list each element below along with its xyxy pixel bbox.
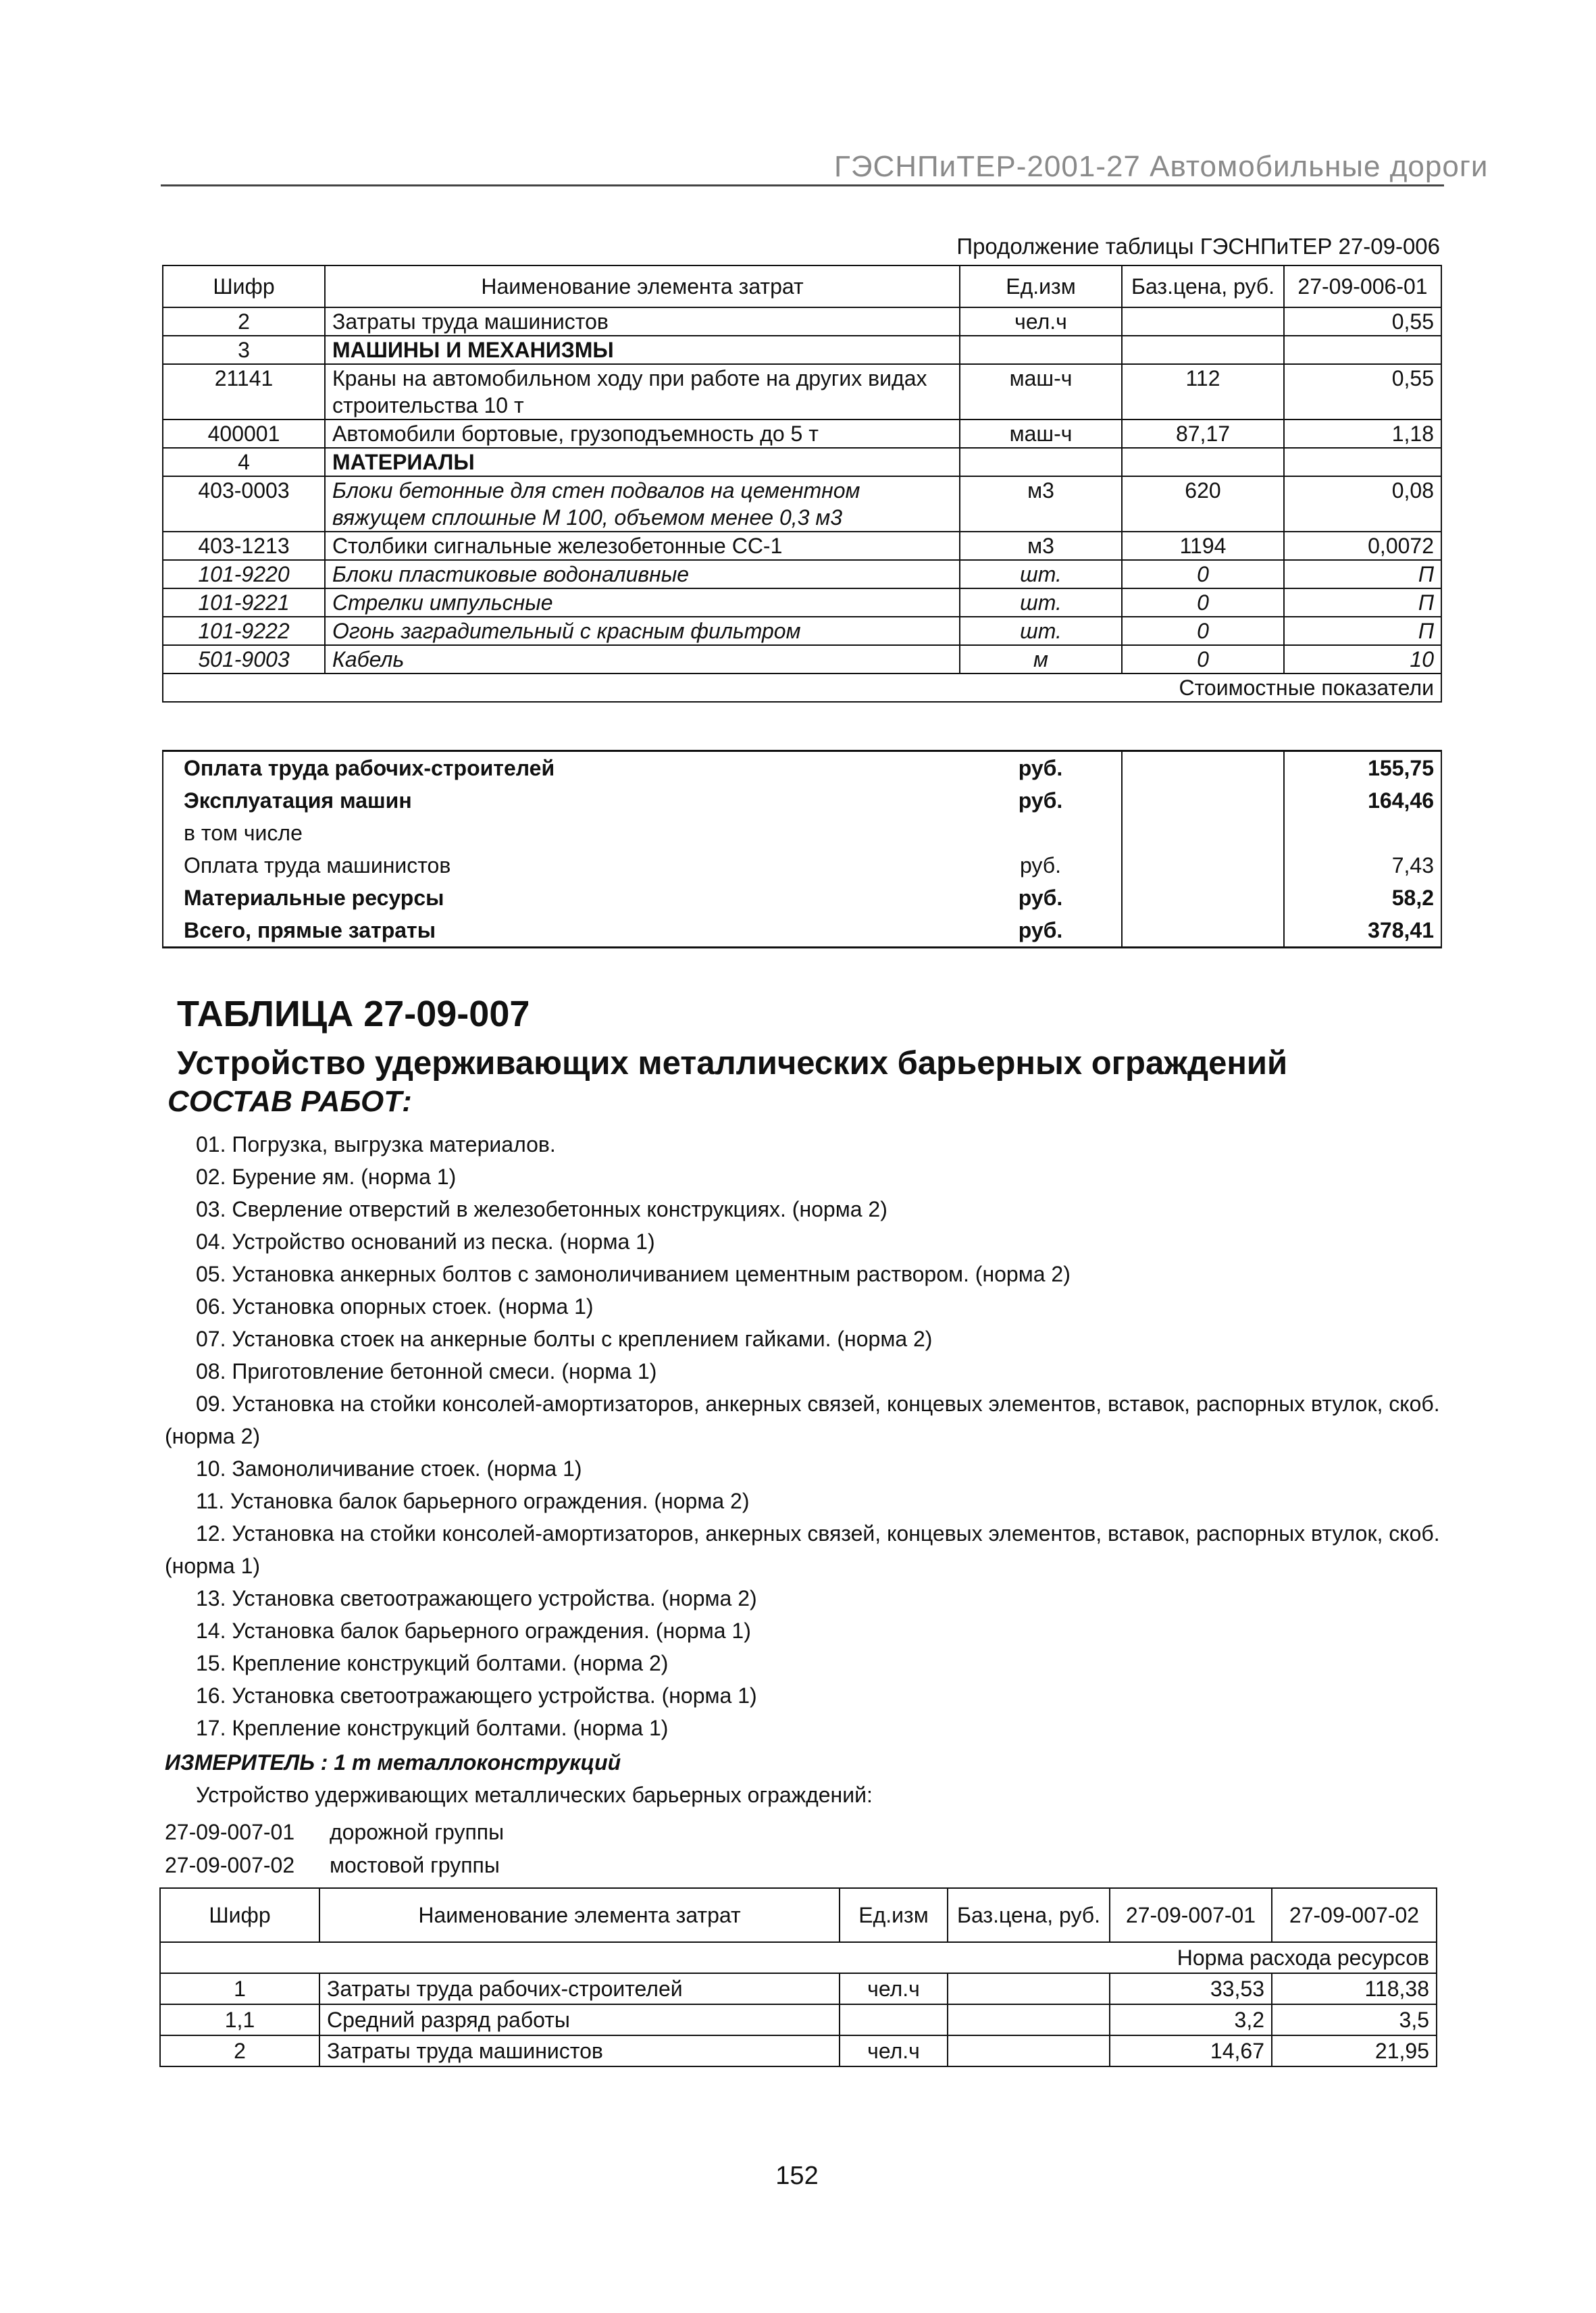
cost-value: 164,46 <box>1284 784 1441 817</box>
list-item: 13. Установка светоотражающего устройства. (норма 2) <box>196 1586 757 1610</box>
measure-unit-label: ИЗМЕРИТЕЛЬ : 1 т металлоконструкций <box>165 1750 621 1775</box>
table-row <box>163 336 1441 364</box>
norm-name: мостовой группы <box>330 1853 500 1877</box>
table-row <box>160 1973 1437 2004</box>
row-value: 0,0072 <box>1284 532 1441 560</box>
table-footer-row <box>163 673 1441 702</box>
row-price: 87,17 <box>1122 420 1284 448</box>
row-value: 14,67 <box>1110 2035 1272 2066</box>
row-name: Автомобили бортовые, грузоподъемность до 5 т <box>325 420 960 448</box>
cost-value: 378,41 <box>1284 914 1441 948</box>
table-subtitle: Устройство удерживающих металлических барьерных ограждений <box>177 1045 1288 1082</box>
list-item: 04. Устройство оснований из песка. (норма 1) <box>196 1229 655 1254</box>
table-continuation-caption: Продолжение таблицы ГЭСНПиТЕР 27-09-006 <box>956 234 1440 259</box>
row-code: 400001 <box>163 420 325 448</box>
row-value: 3,5 <box>1272 2004 1437 2035</box>
norm-label-row <box>160 1942 1437 1973</box>
row-code: 21141 <box>163 364 325 420</box>
row-price: 1194 <box>1122 532 1284 560</box>
norm-label: Норма расхода ресурсов <box>160 1942 1437 1973</box>
list-item: 14. Установка балок барьерного ограждения. (норма 1) <box>196 1619 751 1643</box>
resources-table-27-09-007 <box>159 1887 1437 2067</box>
page-number: 152 <box>775 2162 819 2190</box>
row-value: П <box>1284 617 1441 645</box>
cost-row <box>163 849 1441 882</box>
row-unit: маш-ч <box>960 364 1122 420</box>
list-item: 07. Установка стоек на анкерные болты с креплением гайками. (норма 2) <box>196 1327 933 1351</box>
row-name: МАТЕРИАЛЫ <box>325 448 960 476</box>
list-item: 12. Установка на стойки консолей-амортизаторов, анкерных связей, концевых элементов, вставок, распорных втулок, скоб. (норма 1) <box>165 1521 1440 1578</box>
cost-indicators-label: Стоимостные показатели <box>1122 673 1441 702</box>
row-name: Стрелки импульсные <box>325 588 960 617</box>
norm-code: 27-09-007-02 <box>165 1853 295 1877</box>
row-code: 403-0003 <box>163 476 325 532</box>
row-code: 1,1 <box>160 2004 319 2035</box>
row-code: 501-9003 <box>163 645 325 673</box>
table-row <box>163 448 1441 476</box>
cost-label: Оплата труда рабочих-строителей <box>163 751 960 785</box>
header-norm-column: 27-09-007-01 <box>1110 1888 1272 1942</box>
row-unit <box>840 2004 948 2035</box>
list-item: 11. Установка балок барьерного ограждения. (норма 2) <box>196 1489 750 1513</box>
cost-label: Всего, прямые затраты <box>163 914 960 948</box>
row-unit: чел.ч <box>840 1973 948 2004</box>
header-price: Баз.цена, руб. <box>1122 265 1284 307</box>
row-value: П <box>1284 560 1441 588</box>
work-list <box>165 1128 1489 1744</box>
table-row <box>163 560 1441 588</box>
list-item: 15. Крепление конструкций болтами. (норма 2) <box>196 1651 669 1675</box>
cost-label: Оплата труда машинистов <box>163 849 960 882</box>
row-unit: чел.ч <box>840 2035 948 2066</box>
header-code: Шифр <box>163 265 325 307</box>
row-value: 21,95 <box>1272 2035 1437 2066</box>
header-price: Баз.цена, руб. <box>948 1888 1110 1942</box>
table-row <box>163 420 1441 448</box>
table-row <box>163 645 1441 673</box>
cost-value: 7,43 <box>1284 849 1441 882</box>
row-name: Краны на автомобильном ходу при работе на других видах строительства 10 т <box>325 364 960 420</box>
row-code: 4 <box>163 448 325 476</box>
work-composition-heading: СОСТАВ РАБОТ: <box>168 1085 412 1118</box>
measure-codes <box>165 1816 504 1882</box>
row-price <box>948 2035 1110 2066</box>
row-name: Огонь заградительный с красным фильтром <box>325 617 960 645</box>
row-price <box>948 1973 1110 2004</box>
row-value: 33,53 <box>1110 1973 1272 2004</box>
row-value: 1,18 <box>1284 420 1441 448</box>
list-item: 02. Бурение ям. (норма 1) <box>196 1165 457 1189</box>
table-row <box>163 532 1441 560</box>
list-item: 01. Погрузка, выгрузка материалов. <box>196 1132 556 1156</box>
header-norm-column: 27-09-006-01 <box>1284 265 1441 307</box>
row-price: 112 <box>1122 364 1284 420</box>
row-unit: чел.ч <box>960 307 1122 336</box>
row-price <box>948 2004 1110 2035</box>
header-unit: Ед.изм <box>840 1888 948 1942</box>
cost-row <box>163 817 1441 849</box>
row-code: 1 <box>160 1973 319 2004</box>
cost-label: Эксплуатация машин <box>163 784 960 817</box>
cost-unit: руб. <box>960 784 1122 817</box>
running-header: ГЭСНПиТЕР-2001-27 Автомобильные дороги <box>834 150 1489 183</box>
row-code: 403-1213 <box>163 532 325 560</box>
table-row <box>160 2035 1437 2066</box>
row-value: 0,55 <box>1284 364 1441 420</box>
row-price: 0 <box>1122 617 1284 645</box>
row-code: 101-9222 <box>163 617 325 645</box>
row-value: 0,08 <box>1284 476 1441 532</box>
cost-value: 58,2 <box>1284 882 1441 914</box>
row-code: 2 <box>163 307 325 336</box>
table-row <box>163 364 1441 420</box>
cost-indicators-table <box>162 750 1442 948</box>
list-item: 10. Замоноличивание стоек. (норма 1) <box>196 1456 582 1481</box>
header-norm-column: 27-09-007-02 <box>1272 1888 1437 1942</box>
row-name: Затраты труда рабочих-строителей <box>319 1973 840 2004</box>
row-unit <box>960 448 1122 476</box>
resources-table-27-09-006 <box>162 265 1442 703</box>
row-name: Столбики сигнальные железобетонные СС-1 <box>325 532 960 560</box>
list-item: 06. Установка опорных стоек. (норма 1) <box>196 1294 594 1319</box>
row-unit: шт. <box>960 588 1122 617</box>
table-row <box>160 2004 1437 2035</box>
table-row <box>163 617 1441 645</box>
row-unit: м <box>960 645 1122 673</box>
cost-label: в том числе <box>163 817 960 849</box>
row-name: Блоки бетонные для стен подвалов на цементном вяжущем сплошные М 100, объемом менее 0,3 м3 <box>325 476 960 532</box>
header-unit: Ед.изм <box>960 265 1122 307</box>
cost-row <box>163 882 1441 914</box>
list-item: 05. Установка анкерных болтов с замоноличиванием цементным раствором. (норма 2) <box>196 1262 1071 1286</box>
list-item <box>165 1849 504 1882</box>
row-price <box>1122 336 1284 364</box>
row-name: Блоки пластиковые водоналивные <box>325 560 960 588</box>
cost-unit: руб. <box>960 751 1122 785</box>
row-value <box>1284 448 1441 476</box>
table-row <box>163 476 1441 532</box>
list-item: 08. Приготовление бетонной смеси. (норма 1) <box>196 1359 657 1383</box>
row-name: Средний разряд работы <box>319 2004 840 2035</box>
row-value: 0,55 <box>1284 307 1441 336</box>
table-title: ТАБЛИЦА 27-09-007 <box>177 994 530 1034</box>
row-unit: м3 <box>960 532 1122 560</box>
list-item: 17. Крепление конструкций болтами. (норма 1) <box>196 1716 669 1740</box>
cost-value <box>1284 817 1441 849</box>
cost-row <box>163 914 1441 948</box>
header-code: Шифр <box>160 1888 319 1942</box>
row-price: 0 <box>1122 588 1284 617</box>
row-unit: м3 <box>960 476 1122 532</box>
row-price: 620 <box>1122 476 1284 532</box>
table-header-row <box>163 265 1441 307</box>
cost-row <box>163 784 1441 817</box>
list-item: 09. Установка на стойки консолей-амортизаторов, анкерных связей, концевых элементов, вставок, распорных втулок, скоб. (норма 2) <box>165 1392 1440 1448</box>
list-item: 03. Сверление отверстий в железобетонных конструкциях. (норма 2) <box>196 1197 887 1221</box>
row-unit <box>960 336 1122 364</box>
cost-unit <box>960 817 1122 849</box>
row-name: Затраты труда машинистов <box>319 2035 840 2066</box>
row-price: 0 <box>1122 645 1284 673</box>
row-value: П <box>1284 588 1441 617</box>
table-header-row <box>160 1888 1437 1942</box>
row-code: 3 <box>163 336 325 364</box>
row-unit: шт. <box>960 560 1122 588</box>
list-item: 16. Установка светоотражающего устройства. (норма 1) <box>196 1683 757 1708</box>
row-code: 2 <box>160 2035 319 2066</box>
header-name: Наименование элемента затрат <box>319 1888 840 1942</box>
row-price <box>1122 307 1284 336</box>
header-name: Наименование элемента затрат <box>325 265 960 307</box>
row-code: 101-9221 <box>163 588 325 617</box>
row-price <box>1122 448 1284 476</box>
row-name: Затраты труда машинистов <box>325 307 960 336</box>
row-value: 118,38 <box>1272 1973 1437 2004</box>
cost-value: 155,75 <box>1284 751 1441 785</box>
norm-name: дорожной группы <box>330 1820 505 1844</box>
norm-code: 27-09-007-01 <box>165 1820 295 1844</box>
table-row <box>163 307 1441 336</box>
row-price: 0 <box>1122 560 1284 588</box>
header-rule <box>161 184 1444 186</box>
row-unit: маш-ч <box>960 420 1122 448</box>
list-item <box>165 1816 504 1849</box>
row-unit: шт. <box>960 617 1122 645</box>
cost-unit: руб. <box>960 914 1122 948</box>
cost-row <box>163 751 1441 785</box>
row-name: Кабель <box>325 645 960 673</box>
row-name: МАШИНЫ И МЕХАНИЗМЫ <box>325 336 960 364</box>
table-row <box>163 588 1441 617</box>
cost-unit: руб. <box>960 882 1122 914</box>
cost-label: Материальные ресурсы <box>163 882 960 914</box>
row-code: 101-9220 <box>163 560 325 588</box>
measure-description: Устройство удерживающих металлических барьерных ограждений: <box>196 1783 873 1807</box>
cost-unit: руб. <box>960 849 1122 882</box>
row-value: 3,2 <box>1110 2004 1272 2035</box>
row-value: 10 <box>1284 645 1441 673</box>
row-value <box>1284 336 1441 364</box>
